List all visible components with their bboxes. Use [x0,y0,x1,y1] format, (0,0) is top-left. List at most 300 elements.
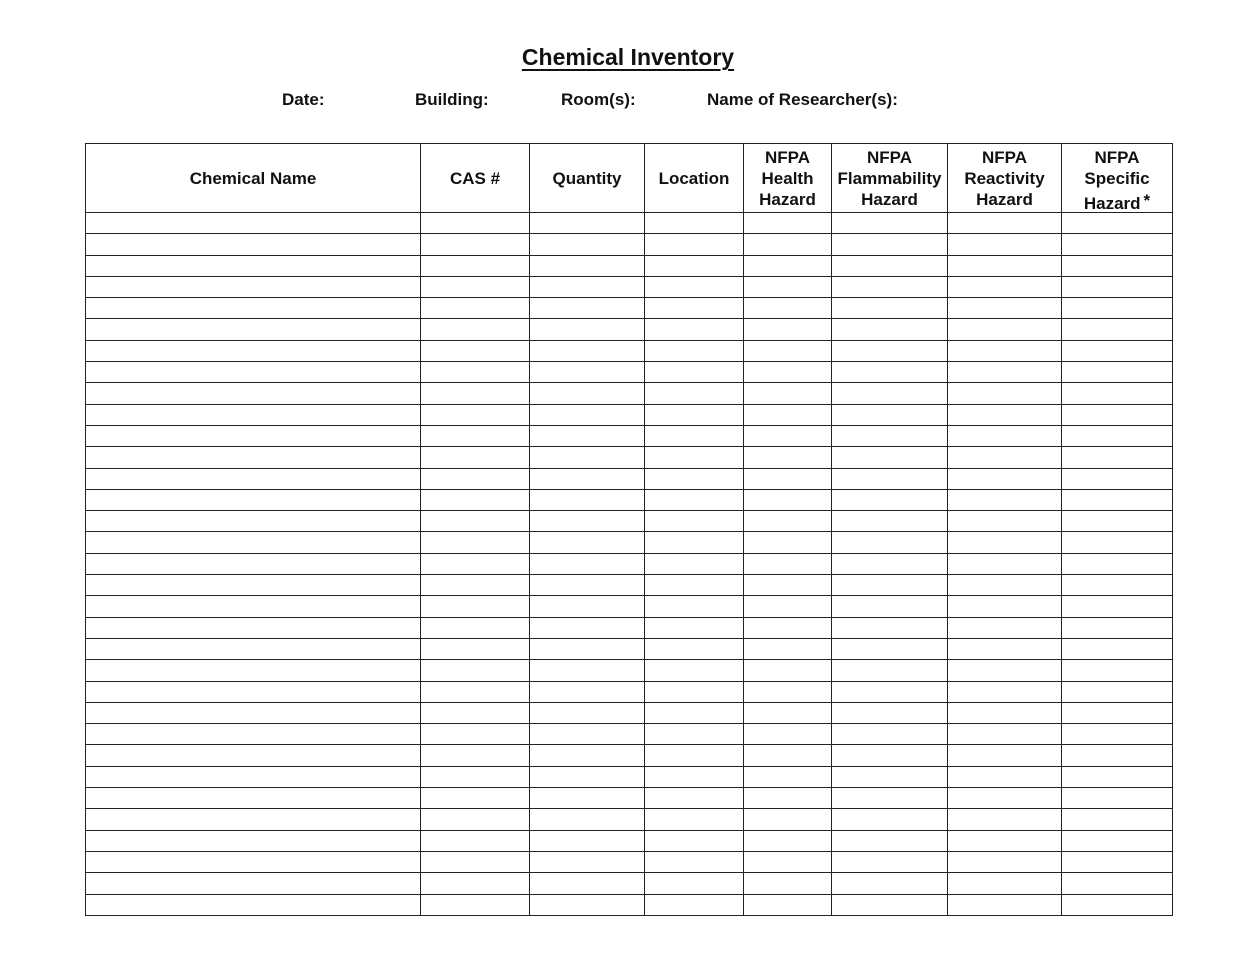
table-cell[interactable] [86,681,421,702]
table-cell[interactable] [948,894,1062,915]
table-cell[interactable] [645,319,744,340]
table-cell[interactable] [1062,319,1173,340]
table-cell[interactable] [744,468,832,489]
table-cell[interactable] [1062,638,1173,659]
table-cell[interactable] [645,213,744,234]
table-cell[interactable] [530,340,645,361]
table-cell[interactable] [744,617,832,638]
table-cell[interactable] [86,255,421,276]
table-cell[interactable] [645,425,744,446]
table-cell[interactable] [645,511,744,532]
table-cell[interactable] [86,447,421,468]
table-cell[interactable] [1062,511,1173,532]
table-cell[interactable] [744,340,832,361]
table-cell[interactable] [948,468,1062,489]
table-cell[interactable] [86,404,421,425]
table-cell[interactable] [1062,425,1173,446]
table-cell[interactable] [948,788,1062,809]
table-cell[interactable] [645,532,744,553]
table-cell[interactable] [744,745,832,766]
table-cell[interactable] [421,681,530,702]
table-cell[interactable] [421,575,530,596]
table-cell[interactable] [832,766,948,787]
table-cell[interactable] [832,894,948,915]
table-cell[interactable] [86,532,421,553]
table-cell[interactable] [421,255,530,276]
table-cell[interactable] [832,298,948,319]
table-cell[interactable] [948,638,1062,659]
table-cell[interactable] [530,830,645,851]
table-cell[interactable] [86,511,421,532]
table-cell[interactable] [530,319,645,340]
table-cell[interactable] [948,745,1062,766]
table-cell[interactable] [832,788,948,809]
table-cell[interactable] [744,575,832,596]
table-cell[interactable] [421,234,530,255]
table-row [86,638,1173,659]
table-cell[interactable] [530,383,645,404]
table-cell[interactable] [1062,532,1173,553]
table-cell[interactable] [530,276,645,297]
table-cell[interactable] [421,638,530,659]
table-cell[interactable] [948,489,1062,510]
table-cell[interactable] [1062,702,1173,723]
table-cell[interactable] [1062,255,1173,276]
table-cell[interactable] [530,575,645,596]
table-cell[interactable] [744,851,832,872]
table-cell[interactable] [1062,788,1173,809]
table-cell[interactable] [948,681,1062,702]
table-cell[interactable] [744,234,832,255]
table-cell[interactable] [832,319,948,340]
table-cell[interactable] [530,553,645,574]
table-cell[interactable] [421,617,530,638]
table-cell[interactable] [645,766,744,787]
table-cell[interactable] [744,255,832,276]
table-cell[interactable] [1062,383,1173,404]
table-cell[interactable] [948,234,1062,255]
table-cell[interactable] [530,660,645,681]
table-cell[interactable] [530,873,645,894]
table-cell[interactable] [421,447,530,468]
column-header-chemical-name: Chemical Name [86,144,421,213]
table-cell[interactable] [86,575,421,596]
table-row [86,681,1173,702]
table-cell[interactable] [744,766,832,787]
table-cell[interactable] [948,276,1062,297]
column-header-location: Location [645,144,744,213]
table-cell[interactable] [1062,447,1173,468]
table-row [86,830,1173,851]
table-cell[interactable] [832,638,948,659]
table-cell[interactable] [744,425,832,446]
table-cell[interactable] [948,404,1062,425]
table-cell[interactable] [645,340,744,361]
table-cell[interactable] [530,213,645,234]
table-cell[interactable] [86,894,421,915]
table-cell[interactable] [645,468,744,489]
table-cell[interactable] [86,489,421,510]
table-cell[interactable] [948,617,1062,638]
table-row [86,425,1173,446]
table-cell[interactable] [1062,596,1173,617]
table-cell[interactable] [645,276,744,297]
page-title [0,44,1256,71]
table-cell[interactable] [948,532,1062,553]
table-cell[interactable] [86,660,421,681]
table-cell[interactable] [421,532,530,553]
table-cell[interactable] [645,255,744,276]
table-cell[interactable] [421,404,530,425]
table-cell[interactable] [744,383,832,404]
table-cell[interactable] [948,362,1062,383]
table-cell[interactable] [948,298,1062,319]
table-cell[interactable] [421,340,530,361]
table-row [86,575,1173,596]
table-cell[interactable] [86,873,421,894]
table-cell[interactable] [832,511,948,532]
researchers-label: Name of Researcher(s): [707,90,898,109]
table-cell[interactable] [530,489,645,510]
table-cell[interactable] [832,340,948,361]
table-cell[interactable] [530,724,645,745]
table-cell[interactable] [530,894,645,915]
table-cell[interactable] [421,383,530,404]
table-cell[interactable] [1062,234,1173,255]
table-cell[interactable] [832,553,948,574]
table-cell[interactable] [645,830,744,851]
table-cell[interactable] [744,447,832,468]
table-cell[interactable] [1062,660,1173,681]
table-cell[interactable] [948,660,1062,681]
table-cell[interactable] [530,745,645,766]
table-cell[interactable] [421,468,530,489]
table-cell[interactable] [744,724,832,745]
table-cell[interactable] [645,234,744,255]
table-cell[interactable] [1062,894,1173,915]
table-cell[interactable] [1062,724,1173,745]
table-cell[interactable] [86,340,421,361]
table-cell[interactable] [744,404,832,425]
table-cell[interactable] [832,830,948,851]
building-label: Building: [415,90,489,109]
table-cell[interactable] [645,702,744,723]
table-cell[interactable] [421,319,530,340]
table-cell[interactable] [832,851,948,872]
table-cell[interactable] [645,596,744,617]
table-cell[interactable] [832,532,948,553]
table-cell[interactable] [1062,766,1173,787]
table-cell[interactable] [1062,873,1173,894]
table-cell[interactable] [744,681,832,702]
table-cell[interactable] [86,362,421,383]
table-cell[interactable] [530,255,645,276]
table-cell[interactable] [645,383,744,404]
table-cell[interactable] [1062,298,1173,319]
table-cell[interactable] [86,851,421,872]
table-cell[interactable] [530,468,645,489]
table-cell[interactable] [421,489,530,510]
table-cell[interactable] [530,532,645,553]
table-cell[interactable] [421,894,530,915]
table-cell[interactable] [948,447,1062,468]
table-cell[interactable] [645,638,744,659]
table-cell[interactable] [86,638,421,659]
table-cell[interactable] [744,276,832,297]
table-cell[interactable] [744,362,832,383]
column-header-nfpa-flammability-hazard: NFPA Flammability Hazard [832,144,948,213]
table-cell[interactable] [86,809,421,830]
table-cell[interactable] [421,425,530,446]
table-cell[interactable] [948,851,1062,872]
table-cell[interactable] [421,851,530,872]
column-header-cas-number: CAS # [421,144,530,213]
table-cell[interactable] [530,234,645,255]
table-cell[interactable] [645,404,744,425]
table-cell[interactable] [744,532,832,553]
table-row [86,617,1173,638]
table-row [86,276,1173,297]
table-cell[interactable] [1062,809,1173,830]
table-cell[interactable] [645,660,744,681]
table-cell[interactable] [530,766,645,787]
column-header-quantity: Quantity [530,144,645,213]
table-cell[interactable] [1062,404,1173,425]
table-row [86,404,1173,425]
table-cell[interactable] [948,340,1062,361]
table-cell[interactable] [744,830,832,851]
table-cell[interactable] [86,425,421,446]
table-cell[interactable] [744,638,832,659]
table-cell[interactable] [744,596,832,617]
table-cell[interactable] [645,298,744,319]
table-cell[interactable] [86,745,421,766]
table-cell[interactable] [645,894,744,915]
table-cell[interactable] [421,511,530,532]
table-cell[interactable] [530,809,645,830]
table-cell[interactable] [86,298,421,319]
table-cell[interactable] [530,681,645,702]
table-cell[interactable] [86,468,421,489]
table-cell[interactable] [832,702,948,723]
table-row [86,873,1173,894]
table-cell[interactable] [530,298,645,319]
table-cell[interactable] [948,255,1062,276]
column-header-nfpa-reactivity-hazard: NFPA Reactivity Hazard [948,144,1062,213]
table-cell[interactable] [1062,745,1173,766]
table-cell[interactable] [832,276,948,297]
table-row [86,234,1173,255]
table-cell[interactable] [421,702,530,723]
table-cell[interactable] [421,766,530,787]
table-cell[interactable] [86,702,421,723]
table-cell[interactable] [832,447,948,468]
table-row [86,213,1173,234]
table-cell[interactable] [645,788,744,809]
table-cell[interactable] [744,873,832,894]
table-cell[interactable] [832,404,948,425]
column-header-nfpa-health-hazard: NFPA Health Hazard [744,144,832,213]
table-cell[interactable] [832,575,948,596]
table-cell[interactable] [948,575,1062,596]
table-row [86,660,1173,681]
table-cell[interactable] [86,383,421,404]
table-cell[interactable] [948,596,1062,617]
table-cell[interactable] [421,788,530,809]
table-cell[interactable] [530,404,645,425]
table-cell[interactable] [832,617,948,638]
table-cell[interactable] [421,298,530,319]
table-cell[interactable] [744,489,832,510]
table-cell[interactable] [948,809,1062,830]
table-cell[interactable] [530,617,645,638]
table-cell[interactable] [1062,362,1173,383]
table-cell[interactable] [948,766,1062,787]
table-cell[interactable] [421,596,530,617]
table-cell[interactable] [1062,830,1173,851]
table-cell[interactable] [530,362,645,383]
table-cell[interactable] [832,234,948,255]
table-cell[interactable] [1062,489,1173,510]
table-cell[interactable] [832,213,948,234]
table-cell[interactable] [530,425,645,446]
table-cell[interactable] [1062,276,1173,297]
table-cell[interactable] [832,873,948,894]
table-cell[interactable] [948,724,1062,745]
table-cell[interactable] [832,681,948,702]
table-cell[interactable] [832,255,948,276]
table-cell[interactable] [744,511,832,532]
table-cell[interactable] [86,617,421,638]
table-cell[interactable] [948,319,1062,340]
table-cell[interactable] [744,788,832,809]
table-cell[interactable] [645,681,744,702]
table-cell[interactable] [86,319,421,340]
table-cell[interactable] [86,596,421,617]
table-cell[interactable] [832,660,948,681]
table-cell[interactable] [948,702,1062,723]
table-header-row [86,144,1173,213]
table-cell[interactable] [948,511,1062,532]
table-cell[interactable] [421,745,530,766]
table-cell[interactable] [832,596,948,617]
table-cell[interactable] [948,383,1062,404]
table-cell[interactable] [421,362,530,383]
column-header-nfpa-specific-hazard: NFPA Specific Hazard * [1062,144,1173,213]
table-row [86,724,1173,745]
table-cell[interactable] [86,553,421,574]
table-row [86,788,1173,809]
table-cell[interactable] [86,234,421,255]
table-cell[interactable] [645,447,744,468]
table-row [86,383,1173,404]
table-cell[interactable] [744,809,832,830]
table-cell[interactable] [645,873,744,894]
table-cell[interactable] [645,851,744,872]
table-cell[interactable] [948,873,1062,894]
table-cell[interactable] [86,788,421,809]
table-cell[interactable] [1062,681,1173,702]
table-cell[interactable] [1062,575,1173,596]
table-cell[interactable] [744,319,832,340]
table-cell[interactable] [1062,468,1173,489]
table-cell[interactable] [1062,213,1173,234]
table-cell[interactable] [832,809,948,830]
table-cell[interactable] [530,596,645,617]
table-cell[interactable] [86,724,421,745]
table-row [86,809,1173,830]
table-cell[interactable] [421,553,530,574]
table-cell[interactable] [948,425,1062,446]
table-row [86,468,1173,489]
table-cell[interactable] [832,425,948,446]
table-cell[interactable] [832,383,948,404]
table-cell[interactable] [948,830,1062,851]
table-cell[interactable] [645,809,744,830]
table-cell[interactable] [645,617,744,638]
inventory-table [85,143,1173,916]
table-cell[interactable] [744,660,832,681]
table-cell[interactable] [421,809,530,830]
table-row [86,766,1173,787]
table-cell[interactable] [832,724,948,745]
table-cell[interactable] [421,660,530,681]
table-cell[interactable] [530,702,645,723]
table-cell[interactable] [421,724,530,745]
table-cell[interactable] [1062,553,1173,574]
table-cell[interactable] [645,745,744,766]
table-cell[interactable] [832,362,948,383]
table-row [86,894,1173,915]
table-cell[interactable] [530,788,645,809]
table-cell[interactable] [744,553,832,574]
table-cell[interactable] [948,213,1062,234]
table-cell[interactable] [421,830,530,851]
table-cell[interactable] [744,213,832,234]
table-cell[interactable] [421,213,530,234]
table-cell[interactable] [530,851,645,872]
table-cell[interactable] [1062,340,1173,361]
table-cell[interactable] [86,830,421,851]
table-cell[interactable] [645,724,744,745]
table-cell[interactable] [744,702,832,723]
table-cell[interactable] [948,553,1062,574]
table-cell[interactable] [832,489,948,510]
table-cell[interactable] [744,894,832,915]
table-row [86,319,1173,340]
table-row [86,298,1173,319]
table-row [86,596,1173,617]
table-cell[interactable] [832,745,948,766]
table-cell[interactable] [86,766,421,787]
table-cell[interactable] [530,447,645,468]
table-cell[interactable] [86,276,421,297]
table-cell[interactable] [744,298,832,319]
table-cell[interactable] [1062,617,1173,638]
table-cell[interactable] [421,276,530,297]
table-cell[interactable] [530,638,645,659]
table-cell[interactable] [645,575,744,596]
table-cell[interactable] [1062,851,1173,872]
table-cell[interactable] [645,489,744,510]
table-cell[interactable] [832,468,948,489]
table-cell[interactable] [530,511,645,532]
table-cell[interactable] [645,362,744,383]
table-cell[interactable] [645,553,744,574]
table-cell[interactable] [86,213,421,234]
table-row [86,511,1173,532]
table-cell[interactable] [421,873,530,894]
